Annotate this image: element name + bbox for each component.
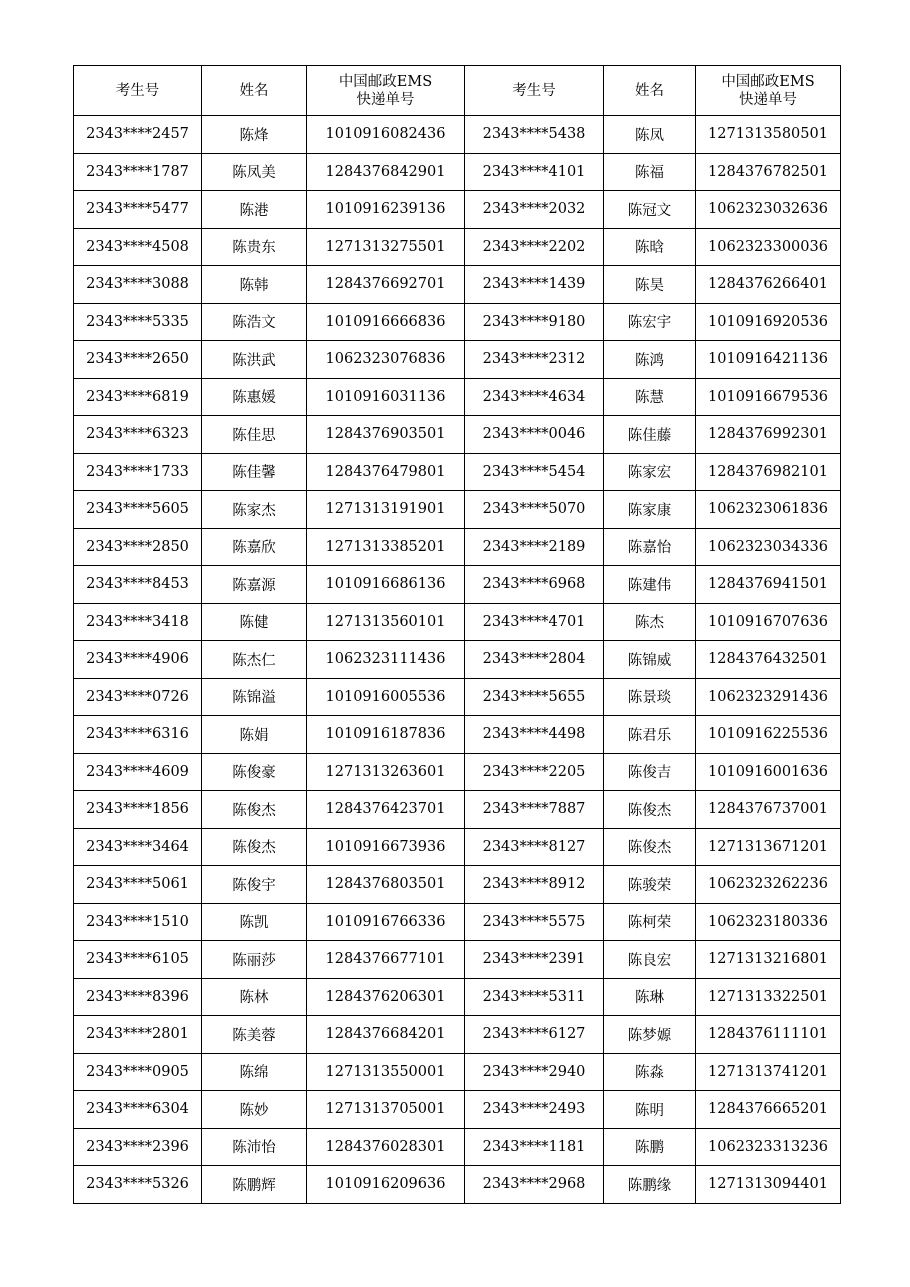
student-name-cell-2: 陈嘉怡 (604, 528, 696, 566)
exam-number-cell-2: 2343****5070 (465, 491, 604, 529)
table-row (74, 828, 841, 866)
ems-tracking-cell: 1010916187836 (307, 716, 465, 754)
ems-tracking-cell-2: 1010916920536 (696, 303, 841, 341)
table-row (74, 116, 841, 154)
student-name-cell: 陈杰仁 (202, 641, 307, 679)
student-name-cell-2: 陈锦威 (604, 641, 696, 679)
student-name-cell: 陈凤美 (202, 153, 307, 191)
student-name-cell: 陈佳馨 (202, 453, 307, 491)
ems-tracking-cell: 1010916209636 (307, 1166, 465, 1204)
exam-number-cell-2: 2343****2189 (465, 528, 604, 566)
ems-tracking-cell-2: 1271313741201 (696, 1053, 841, 1091)
exam-number-cell: 2343****0726 (74, 678, 202, 716)
student-name-cell: 陈锦溢 (202, 678, 307, 716)
exam-number-cell: 2343****4906 (74, 641, 202, 679)
student-name-cell: 陈妙 (202, 1091, 307, 1129)
exam-number-cell-2: 2343****1181 (465, 1128, 604, 1166)
table-row (74, 453, 841, 491)
student-name-cell-2: 陈俊吉 (604, 753, 696, 791)
header-ems-tracking-2 (696, 66, 841, 116)
student-name-cell-2: 陈佳藤 (604, 416, 696, 454)
student-name-cell: 陈俊杰 (202, 791, 307, 829)
exam-number-cell-2: 2343****5655 (465, 678, 604, 716)
header-exam-number (74, 66, 202, 116)
student-name-cell: 陈惠媛 (202, 378, 307, 416)
exam-number-cell: 2343****2650 (74, 341, 202, 379)
table-row (74, 1166, 841, 1204)
exam-number-cell-2: 2343****8127 (465, 828, 604, 866)
exam-number-cell: 2343****1787 (74, 153, 202, 191)
ems-tracking-cell: 1010916673936 (307, 828, 465, 866)
student-name-cell-2: 陈琳 (604, 978, 696, 1016)
ems-tracking-cell-2: 1284376266401 (696, 266, 841, 304)
ems-tracking-cell-2: 1010916421136 (696, 341, 841, 379)
exam-number-cell: 2343****5605 (74, 491, 202, 529)
table-row (74, 603, 841, 641)
ems-tracking-cell: 1284376206301 (307, 978, 465, 1016)
exam-number-cell-2: 2343****9180 (465, 303, 604, 341)
student-name-cell-2: 陈鹏缘 (604, 1166, 696, 1204)
student-name-cell: 陈嘉源 (202, 566, 307, 604)
exam-number-cell-2: 2343****2493 (465, 1091, 604, 1129)
header-name-2-label: 姓名 (635, 82, 664, 99)
roster-body (74, 116, 841, 1204)
student-name-cell-2: 陈骏荣 (604, 866, 696, 904)
student-name-cell-2: 陈梦嫄 (604, 1016, 696, 1054)
student-name-cell-2: 陈杰 (604, 603, 696, 641)
student-name-cell-2: 陈家康 (604, 491, 696, 529)
ems-tracking-cell-2: 1271313322501 (696, 978, 841, 1016)
header-exam-number-2-label: 考生号 (512, 82, 556, 99)
ems-tracking-cell: 1284376479801 (307, 453, 465, 491)
exam-number-cell: 2343****8396 (74, 978, 202, 1016)
ems-tracking-cell: 1062323111436 (307, 641, 465, 679)
student-name-cell: 陈美蓉 (202, 1016, 307, 1054)
student-name-cell-2: 陈凤 (604, 116, 696, 154)
exam-number-cell-2: 2343****2391 (465, 941, 604, 979)
header-ems-tracking-2-line2: 快递单号 (739, 91, 797, 108)
table-row (74, 416, 841, 454)
ems-tracking-cell-2: 1284376111101 (696, 1016, 841, 1054)
ems-tracking-cell: 1010916082436 (307, 116, 465, 154)
ems-tracking-cell-2: 1062323180336 (696, 903, 841, 941)
exam-number-cell: 2343****2850 (74, 528, 202, 566)
header-row (74, 66, 841, 116)
student-name-cell-2: 陈宏宇 (604, 303, 696, 341)
exam-number-cell-2: 2343****2312 (465, 341, 604, 379)
ems-tracking-cell: 1271313550001 (307, 1053, 465, 1091)
exam-number-cell-2: 2343****2804 (465, 641, 604, 679)
student-name-cell: 陈俊豪 (202, 753, 307, 791)
header-ems-tracking-line2: 快递单号 (356, 91, 415, 108)
exam-number-cell: 2343****0905 (74, 1053, 202, 1091)
ems-tracking-cell-2: 1010916001636 (696, 753, 841, 791)
table-row (74, 753, 841, 791)
table-row (74, 528, 841, 566)
exam-number-cell: 2343****6304 (74, 1091, 202, 1129)
table-row (74, 1016, 841, 1054)
student-name-cell-2: 陈冠文 (604, 191, 696, 229)
ems-tracking-cell-2: 1271313094401 (696, 1166, 841, 1204)
exam-number-cell: 2343****5326 (74, 1166, 202, 1204)
table-row (74, 303, 841, 341)
student-name-cell: 陈丽莎 (202, 941, 307, 979)
ems-tracking-cell-2: 1062323262236 (696, 866, 841, 904)
ems-tracking-cell: 1284376803501 (307, 866, 465, 904)
exam-number-cell: 2343****6105 (74, 941, 202, 979)
exam-number-cell: 2343****5061 (74, 866, 202, 904)
ems-tracking-cell: 1284376692701 (307, 266, 465, 304)
header-exam-number-2 (465, 66, 604, 116)
table-row (74, 153, 841, 191)
ems-tracking-cell-2: 1010916707636 (696, 603, 841, 641)
student-name-cell-2: 陈俊杰 (604, 828, 696, 866)
ems-tracking-cell: 1271313385201 (307, 528, 465, 566)
table-row (74, 491, 841, 529)
table-row (74, 641, 841, 679)
ems-tracking-cell: 1062323076836 (307, 341, 465, 379)
exam-number-cell: 2343****2801 (74, 1016, 202, 1054)
ems-tracking-cell-2: 1284376941501 (696, 566, 841, 604)
student-name-cell: 陈林 (202, 978, 307, 1016)
student-name-cell-2: 陈淼 (604, 1053, 696, 1091)
exam-number-cell: 2343****3418 (74, 603, 202, 641)
student-name-cell-2: 陈家宏 (604, 453, 696, 491)
exam-number-cell: 2343****8453 (74, 566, 202, 604)
ems-tracking-cell: 1284376842901 (307, 153, 465, 191)
table-row (74, 678, 841, 716)
student-name-cell-2: 陈鹏 (604, 1128, 696, 1166)
ems-tracking-cell-2: 1271313216801 (696, 941, 841, 979)
table-row (74, 228, 841, 266)
ems-tracking-cell: 1271313191901 (307, 491, 465, 529)
exam-number-cell-2: 2343****4498 (465, 716, 604, 754)
student-name-cell-2: 陈慧 (604, 378, 696, 416)
table-row (74, 266, 841, 304)
student-name-cell-2: 陈君乐 (604, 716, 696, 754)
student-name-cell-2: 陈俊杰 (604, 791, 696, 829)
table-row (74, 791, 841, 829)
ems-tracking-cell-2: 1062323032636 (696, 191, 841, 229)
ems-tracking-cell-2: 1062323034336 (696, 528, 841, 566)
exam-number-cell-2: 2343****1439 (465, 266, 604, 304)
student-name-cell: 陈绵 (202, 1053, 307, 1091)
table-row (74, 191, 841, 229)
ems-tracking-cell: 1271313705001 (307, 1091, 465, 1129)
ems-tracking-cell: 1010916239136 (307, 191, 465, 229)
table-row (74, 341, 841, 379)
header-ems-tracking-line1: 中国邮政EMS (338, 73, 433, 90)
exam-number-cell: 2343****1733 (74, 453, 202, 491)
student-name-cell: 陈浩文 (202, 303, 307, 341)
table-row (74, 1128, 841, 1166)
exam-number-cell-2: 2343****6968 (465, 566, 604, 604)
student-name-cell: 陈佳思 (202, 416, 307, 454)
ems-tracking-cell: 1271313560101 (307, 603, 465, 641)
student-name-cell: 陈韩 (202, 266, 307, 304)
exam-number-cell-2: 2343****0046 (465, 416, 604, 454)
ems-tracking-cell-2: 1271313671201 (696, 828, 841, 866)
ems-tracking-cell-2: 1284376665201 (696, 1091, 841, 1129)
table-row (74, 716, 841, 754)
ems-tracking-cell: 1284376684201 (307, 1016, 465, 1054)
student-name-cell-2: 陈鸿 (604, 341, 696, 379)
exam-number-cell-2: 2343****8912 (465, 866, 604, 904)
exam-number-cell: 2343****2457 (74, 116, 202, 154)
exam-number-cell-2: 2343****2968 (465, 1166, 604, 1204)
exam-number-cell-2: 2343****5311 (465, 978, 604, 1016)
ems-tracking-cell: 1010916686136 (307, 566, 465, 604)
student-name-cell: 陈俊宇 (202, 866, 307, 904)
table-row (74, 903, 841, 941)
exam-number-cell: 2343****1856 (74, 791, 202, 829)
exam-number-cell-2: 2343****7887 (465, 791, 604, 829)
ems-tracking-cell-2: 1284376432501 (696, 641, 841, 679)
exam-number-cell: 2343****1510 (74, 903, 202, 941)
exam-number-cell: 2343****3464 (74, 828, 202, 866)
ems-tracking-cell-2: 1010916679536 (696, 378, 841, 416)
student-name-cell: 陈健 (202, 603, 307, 641)
table-row (74, 866, 841, 904)
ems-tracking-cell: 1284376028301 (307, 1128, 465, 1166)
exam-number-cell-2: 2343****2202 (465, 228, 604, 266)
ems-tracking-cell-2: 1062323300036 (696, 228, 841, 266)
student-name-cell-2: 陈良宏 (604, 941, 696, 979)
student-name-cell: 陈鹏辉 (202, 1166, 307, 1204)
exam-number-cell: 2343****4609 (74, 753, 202, 791)
ems-tracking-cell-2: 1062323061836 (696, 491, 841, 529)
ems-tracking-cell: 1284376677101 (307, 941, 465, 979)
exam-number-cell-2: 2343****6127 (465, 1016, 604, 1054)
table-row (74, 566, 841, 604)
student-name-cell: 陈沛怡 (202, 1128, 307, 1166)
student-name-cell: 陈娟 (202, 716, 307, 754)
table-row (74, 1053, 841, 1091)
exam-number-cell: 2343****2396 (74, 1128, 202, 1166)
exam-number-cell-2: 2343****5454 (465, 453, 604, 491)
student-name-cell: 陈烽 (202, 116, 307, 154)
ems-tracking-cell-2: 1062323291436 (696, 678, 841, 716)
student-name-cell: 陈贵东 (202, 228, 307, 266)
header-ems-tracking (307, 66, 465, 116)
table-row (74, 978, 841, 1016)
student-name-cell: 陈港 (202, 191, 307, 229)
exam-number-cell-2: 2343****5438 (465, 116, 604, 154)
ems-tracking-cell-2: 1010916225536 (696, 716, 841, 754)
student-name-cell-2: 陈福 (604, 153, 696, 191)
ems-tracking-cell: 1010916031136 (307, 378, 465, 416)
student-name-cell: 陈家杰 (202, 491, 307, 529)
student-name-cell: 陈嘉欣 (202, 528, 307, 566)
header-name-2 (604, 66, 696, 116)
exam-number-cell-2: 2343****4701 (465, 603, 604, 641)
ems-tracking-cell: 1010916005536 (307, 678, 465, 716)
ems-tracking-cell-2: 1062323313236 (696, 1128, 841, 1166)
student-name-cell-2: 陈昊 (604, 266, 696, 304)
exam-number-cell: 2343****4508 (74, 228, 202, 266)
exam-number-cell-2: 2343****2940 (465, 1053, 604, 1091)
exam-number-cell-2: 2343****2205 (465, 753, 604, 791)
ems-tracking-cell: 1010916766336 (307, 903, 465, 941)
exam-number-cell: 2343****3088 (74, 266, 202, 304)
ems-tracking-cell: 1284376903501 (307, 416, 465, 454)
ems-tracking-cell: 1271313263601 (307, 753, 465, 791)
exam-number-cell: 2343****6819 (74, 378, 202, 416)
exam-number-cell-2: 2343****2032 (465, 191, 604, 229)
header-name-label: 姓名 (239, 82, 269, 99)
header-name (202, 66, 307, 116)
table-row (74, 1091, 841, 1129)
header-ems-tracking-2-line1: 中国邮政EMS (721, 73, 815, 90)
exam-number-cell: 2343****5477 (74, 191, 202, 229)
header-exam-number-label: 考生号 (115, 82, 160, 99)
table-row (74, 941, 841, 979)
student-name-cell-2: 陈建伟 (604, 566, 696, 604)
student-name-cell: 陈凯 (202, 903, 307, 941)
student-name-cell: 陈洪武 (202, 341, 307, 379)
shipping-roster-table (73, 65, 841, 1204)
ems-tracking-cell: 1284376423701 (307, 791, 465, 829)
ems-tracking-cell: 1010916666836 (307, 303, 465, 341)
student-name-cell-2: 陈晗 (604, 228, 696, 266)
exam-number-cell: 2343****6316 (74, 716, 202, 754)
ems-tracking-cell-2: 1284376992301 (696, 416, 841, 454)
exam-number-cell-2: 2343****4101 (465, 153, 604, 191)
student-name-cell-2: 陈柯荣 (604, 903, 696, 941)
exam-number-cell: 2343****6323 (74, 416, 202, 454)
student-name-cell-2: 陈明 (604, 1091, 696, 1129)
ems-tracking-cell: 1271313275501 (307, 228, 465, 266)
exam-number-cell-2: 2343****4634 (465, 378, 604, 416)
exam-number-cell: 2343****5335 (74, 303, 202, 341)
ems-tracking-cell-2: 1271313580501 (696, 116, 841, 154)
ems-tracking-cell-2: 1284376737001 (696, 791, 841, 829)
ems-tracking-cell-2: 1284376782501 (696, 153, 841, 191)
ems-tracking-cell-2: 1284376982101 (696, 453, 841, 491)
student-name-cell: 陈俊杰 (202, 828, 307, 866)
table-row (74, 378, 841, 416)
student-name-cell-2: 陈景琰 (604, 678, 696, 716)
exam-number-cell-2: 2343****5575 (465, 903, 604, 941)
